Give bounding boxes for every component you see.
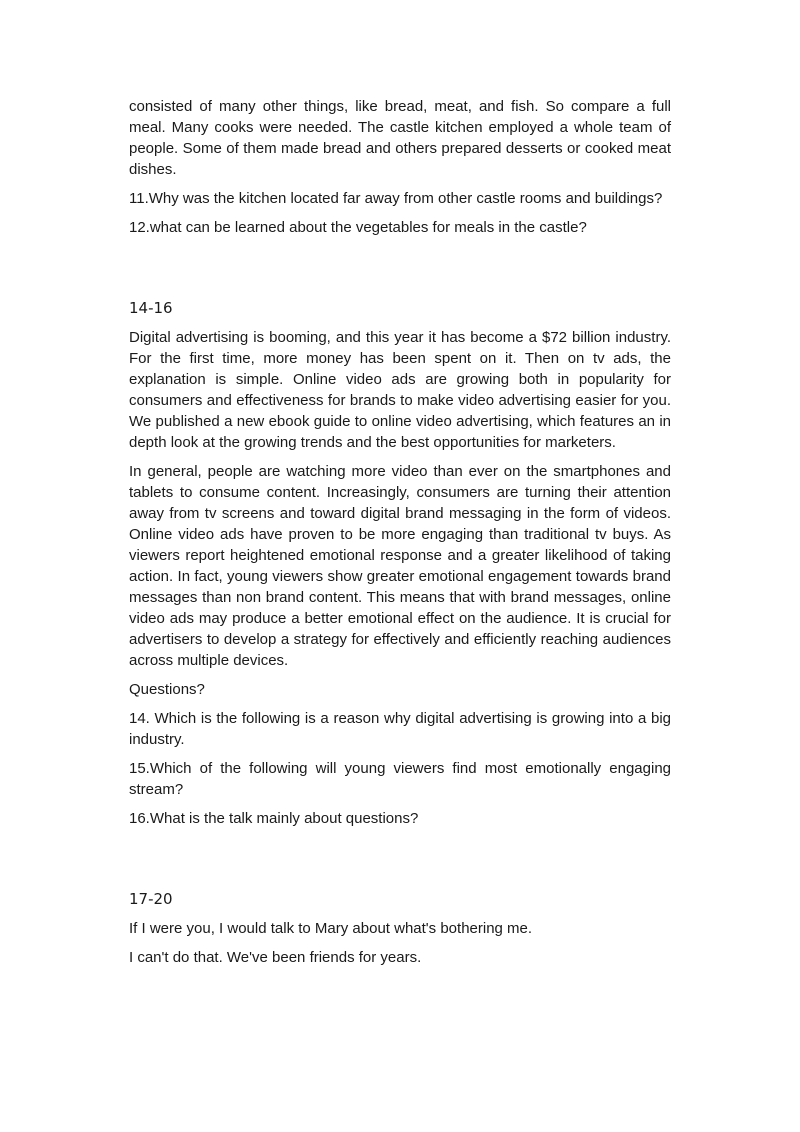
section-heading-17-20: 17-20 — [129, 890, 173, 908]
castle-kitchen-paragraph: consisted of many other things, like bread, meat, and fish. So compare a full meal. Many cooks were needed. The castle kitchen employed a whole team of people. Some of them made bread and others prepared desserts or cooked meat dishes. — [129, 98, 671, 178]
digital-advertising-paragraph: Digital advertising is booming, and this year it has become a $72 billion industry. For the first time, more money has been spent on it. Then on tv ads, the explanation is simple. Online video ads are growing both in popularity for consumers and effectiveness for brands to make video advertising easier for you. We published a new ebook guide to online video advertising, which features an in depth look at the growing trends and the best opportunities for marketers. — [129, 329, 671, 451]
section-heading-14-16: 14-16 — [129, 299, 173, 317]
dialogue-line-1: If I were you, I would talk to Mary about what's bothering me. — [129, 920, 533, 937]
question-12: 12.what can be learned about the vegetables for meals in the castle? — [129, 219, 587, 236]
section-spacer — [129, 837, 671, 889]
section-spacer — [129, 246, 671, 298]
dialogue-line-2: I can't do that. We've been friends for years. — [129, 949, 422, 966]
questions-label: Questions? — [129, 681, 205, 698]
question-16: 16.What is the talk mainly about questions? — [129, 810, 419, 827]
video-viewing-paragraph: In general, people are watching more video than ever on the smartphones and tablets to consume content. Increasingly, consumers are turning their attention away from tv screens and toward digital brand messaging in the form of videos. Online video ads have proven to be more engaging than traditional tv buys. As viewers report heightened emotional response and a greater likelihood of taking action. In fact, young viewers show greater emotional engagement towards brand messages than non brand content. This means that with brand messages, online video ads may produce a better emotional effect on the audience. It is crucial for advertisers to develop a strategy for effectively and efficiently reaching audiences across multiple devices. — [129, 463, 671, 669]
question-14: 14. Which is the following is a reason why digital advertising is growing into a big industry. — [129, 710, 671, 748]
document-page — [129, 96, 671, 976]
question-15: 15.Which of the following will young viewers find most emotionally engaging stream? — [129, 760, 671, 798]
question-11: 11.Why was the kitchen located far away from other castle rooms and buildings? — [129, 190, 663, 207]
